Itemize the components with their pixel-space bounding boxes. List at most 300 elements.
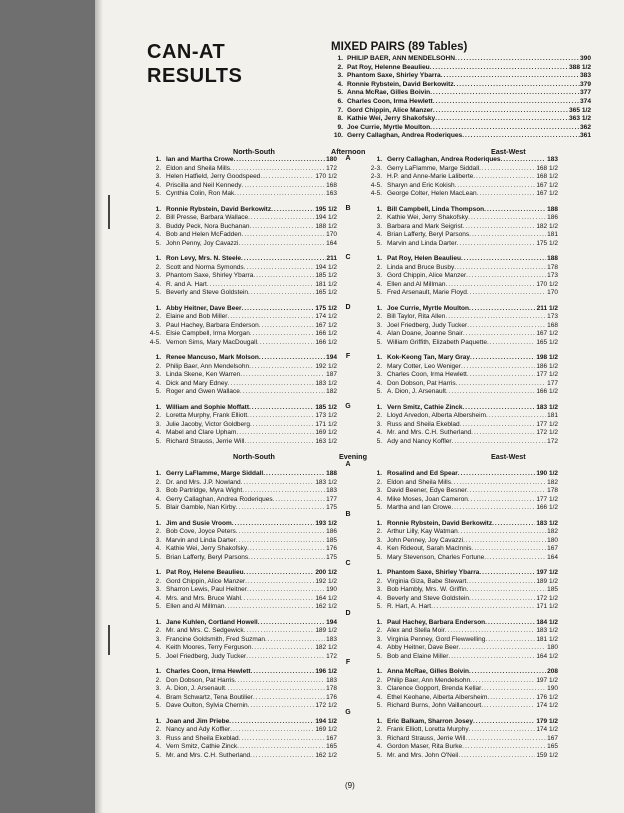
- pair-names: H.P. and Anne-Marie Laliberte: [387, 173, 474, 180]
- dot-leader: [470, 677, 535, 686]
- rank-label: 1.: [376, 668, 382, 675]
- result-row: [368, 554, 558, 563]
- section-letter: B: [345, 204, 351, 212]
- result-row: [368, 388, 558, 397]
- pair-names: Ronnie Rybstein, David Berkowitz: [347, 80, 454, 88]
- score-value: 162 1/2: [315, 751, 337, 759]
- rank-label: 2.: [155, 478, 161, 486]
- score-value: 181: [547, 412, 558, 419]
- pair-names: Buddy Peck, Nora Buchanan: [166, 222, 250, 230]
- dot-leader: [463, 223, 536, 232]
- result-row: [147, 438, 337, 447]
- dot-leader: [471, 429, 535, 438]
- result-row: [147, 520, 337, 529]
- mixed-pairs-row: [331, 124, 591, 133]
- result-row: [147, 429, 337, 438]
- result-row: [368, 255, 558, 264]
- dot-leader: [236, 504, 325, 513]
- pair-names: Rosalind and Ed Spear: [387, 470, 458, 477]
- result-row: [368, 487, 558, 496]
- dot-leader: [455, 55, 580, 64]
- rank-label: 3.: [376, 685, 382, 692]
- score-value: 361: [579, 132, 591, 140]
- dot-leader: [239, 240, 326, 249]
- result-row: [147, 371, 337, 380]
- rank-label: 3.: [155, 536, 161, 544]
- rank-label: 3.: [376, 321, 382, 329]
- section-group: [147, 569, 337, 612]
- score-value: 173: [547, 272, 558, 279]
- dot-leader: [441, 72, 580, 81]
- rank-label: 4.: [376, 693, 382, 701]
- dot-leader: [463, 330, 535, 339]
- rank-label: 2.: [155, 412, 161, 419]
- section-group: [368, 404, 558, 447]
- pair-names: Joel Friedberg, Judy Tucker: [387, 321, 468, 329]
- dot-leader: [273, 496, 326, 505]
- pair-names: Ethel Keohane, Alberta Albersheim: [387, 693, 488, 701]
- rank-label: 3.: [155, 173, 161, 180]
- result-row: [368, 569, 558, 578]
- rank-label: 2.: [376, 627, 382, 634]
- section-group: [368, 156, 558, 199]
- pair-names: Vernon Sims, Mary MacDougall: [166, 338, 258, 346]
- pair-names: Russ and Sheila Ekeblad: [166, 734, 239, 742]
- result-row: [147, 479, 337, 488]
- rank-label: 1.: [376, 156, 382, 163]
- result-row: [368, 619, 558, 628]
- result-row: [147, 619, 337, 628]
- dot-leader: [473, 173, 535, 182]
- score-value: 200 1/2: [315, 569, 337, 576]
- section-group: [147, 404, 337, 447]
- dot-leader: [445, 627, 536, 636]
- rank-label: 3.: [155, 420, 161, 428]
- result-row: [368, 694, 558, 703]
- dot-leader: [484, 206, 546, 215]
- rank-label: 2.: [376, 362, 382, 370]
- dot-leader: [468, 214, 546, 223]
- rank-label: 4.: [376, 330, 382, 337]
- page-title: [147, 40, 242, 88]
- rank-label: 2.: [155, 164, 161, 172]
- score-value: 167 1/2: [536, 190, 558, 197]
- rank-label: 5.: [376, 437, 382, 445]
- mixed-pairs-row: [331, 132, 591, 141]
- pair-names: Gord Chippin, Alice Manzer: [347, 106, 433, 114]
- result-row: [147, 264, 337, 273]
- score-value: 170 1/2: [315, 173, 337, 180]
- result-row: [368, 354, 558, 363]
- pair-names: Linda and Bruce Busby: [387, 263, 455, 271]
- score-value: 183: [547, 156, 558, 163]
- pair-names: Mrs. and Mrs. Bruce Wahl: [166, 594, 241, 602]
- result-row: [147, 569, 337, 578]
- pair-names: William Griffith, Elizabeth Paquette: [387, 338, 487, 346]
- rank-label: 4.: [376, 495, 382, 503]
- pair-names: Dave Oulton, Sylvia Chernin: [166, 702, 248, 709]
- dot-leader: [466, 578, 535, 587]
- rank-label: 4.: [376, 594, 382, 602]
- rank-label: 4-5.: [149, 338, 161, 346]
- evening-ns-header: North-South: [233, 452, 275, 461]
- dot-leader: [250, 421, 314, 430]
- score-value: 164 1/2: [315, 594, 337, 602]
- result-row: [368, 231, 558, 240]
- score-value: 189 1/2: [315, 627, 337, 634]
- rank-label: 3.: [376, 371, 382, 378]
- dot-leader: [467, 586, 547, 595]
- pair-names: John Penney, Joy Cavazzi: [387, 536, 464, 544]
- result-row: [147, 206, 337, 215]
- pair-names: Kathie Wei, Jerry Shakofsky: [347, 115, 436, 123]
- pair-names: Paul Hachey, Barbara Enderson: [166, 321, 259, 329]
- mixed-pairs-row: [331, 98, 591, 107]
- pair-names: A. Dion, J. Arsenault: [166, 685, 225, 692]
- evening-ew-header: East-West: [491, 452, 526, 461]
- dot-leader: [485, 636, 535, 645]
- dot-leader: [244, 569, 315, 578]
- dot-leader: [247, 545, 325, 554]
- dot-leader: [435, 115, 569, 124]
- result-row: [368, 470, 558, 479]
- result-row: [368, 363, 558, 372]
- rank-label: 5.: [155, 702, 161, 709]
- mixed-pairs-row: [331, 64, 591, 73]
- result-row: [147, 388, 337, 397]
- score-value: 187: [326, 371, 337, 378]
- section-letter: B: [345, 510, 351, 518]
- rank-label: 5.: [155, 190, 161, 197]
- evening-north-south-column: [147, 470, 337, 767]
- evening-session-header: Evening: [339, 452, 367, 461]
- result-row: [147, 487, 337, 496]
- rank-label: 1.: [337, 55, 343, 62]
- pair-names: Kok-Keong Tan, Mary Gray: [387, 354, 470, 361]
- rank-label: 4.: [155, 379, 161, 387]
- score-value: 194 1/2: [315, 214, 337, 221]
- rank-label: 5.: [376, 553, 382, 561]
- result-row: [368, 339, 558, 348]
- dot-leader: [469, 668, 546, 677]
- dot-leader: [230, 165, 325, 174]
- pair-names: Fred Arsenault, Marie Floyd: [387, 289, 467, 296]
- rank-label: 5.: [376, 289, 382, 296]
- result-row: [147, 603, 337, 612]
- result-row: [368, 528, 558, 537]
- pair-names: William and Sophie Moffatt: [166, 403, 249, 411]
- result-row: [368, 653, 558, 662]
- score-value: 168: [326, 181, 337, 189]
- pair-names: Gerry Callaghan, Andrea Roderiques: [347, 132, 463, 140]
- rank-label: 4.: [155, 231, 161, 238]
- dot-leader: [461, 363, 535, 372]
- dot-leader: [477, 190, 536, 199]
- rank-label: 3.: [155, 586, 161, 593]
- pair-names: Ron Levy, Mrs. N. Steele: [166, 255, 242, 262]
- dot-leader: [235, 677, 326, 686]
- dot-leader: [251, 668, 315, 677]
- pair-names: Phantom Saxe, Shirley Ybarra: [166, 272, 254, 279]
- score-value: 182 1/2: [315, 644, 337, 651]
- rank-label: 5.: [155, 553, 161, 561]
- pair-names: Charles Coon, Irma Hewlett: [347, 97, 433, 105]
- result-row: [147, 528, 337, 537]
- mixed-pairs-row: [331, 89, 591, 98]
- result-row: [368, 190, 558, 199]
- pair-names: Vern Smitz, Cathie Zinck: [387, 403, 463, 411]
- rank-label: 1.: [155, 470, 161, 477]
- rank-label: 1.: [155, 519, 161, 527]
- section-group: [147, 668, 337, 711]
- rank-label: 2.: [155, 726, 161, 733]
- pair-names: George Colter, Helen MacLean: [387, 190, 477, 197]
- score-value: 362: [579, 123, 591, 131]
- result-row: [368, 305, 558, 314]
- pair-names: Gordon Maser, Rita Burke: [387, 743, 463, 750]
- pair-names: Ellen and Al Millman: [387, 280, 446, 288]
- score-value: 179 1/2: [536, 717, 558, 725]
- rank-label: 4.: [155, 644, 161, 651]
- dot-leader: [253, 694, 325, 703]
- pair-names: Bram Schwartz, Tena Boutilier: [166, 693, 253, 701]
- section-letter: F: [345, 659, 351, 666]
- dot-leader: [469, 595, 535, 604]
- pair-names: A. Dion, J. Arsenault: [387, 388, 446, 395]
- result-row: [368, 520, 558, 529]
- result-row: [147, 554, 337, 563]
- rank-label: 5.: [337, 89, 343, 97]
- score-value: 169 1/2: [315, 726, 337, 733]
- score-value: 164 1/2: [536, 652, 558, 660]
- section-letter: G: [345, 708, 351, 716]
- section-group: [147, 305, 337, 348]
- section-group: [368, 255, 558, 298]
- rank-label: 3.: [376, 536, 382, 544]
- rank-label: 2.: [376, 726, 382, 733]
- dot-leader: [485, 619, 535, 628]
- pair-names: Keith Moores, Terry Ferguson: [166, 644, 252, 651]
- result-row: [368, 322, 558, 331]
- dot-leader: [459, 644, 547, 653]
- score-value: 183 1/2: [315, 379, 337, 387]
- result-row: [147, 702, 337, 711]
- pair-names: Bob Hambly, Mrs. W. Griffin: [387, 586, 467, 593]
- dot-leader: [244, 264, 315, 273]
- rank-label: 1.: [155, 205, 161, 213]
- afternoon-east-west-column: [368, 156, 558, 453]
- pair-names: Mr. and Mrs. C.H. Sutherland: [166, 751, 251, 759]
- dot-leader: [248, 214, 314, 223]
- result-row: [147, 156, 337, 165]
- result-row: [368, 627, 558, 636]
- pair-names: Mary Cotter, Leo Weniger: [387, 362, 461, 370]
- score-value: 168: [547, 321, 558, 329]
- dot-leader: [257, 339, 314, 348]
- rank-label: 4.: [155, 594, 161, 602]
- pair-names: Richard Strauss, Jerrie Will: [387, 734, 466, 742]
- result-row: [368, 371, 558, 380]
- pair-names: Bill Taylor, Rita Allen: [387, 313, 446, 320]
- pair-names: Ian and Martha Crowe: [166, 156, 234, 163]
- score-value: 172: [326, 652, 337, 660]
- rank-label: 4.: [376, 280, 382, 288]
- dot-leader: [452, 438, 547, 447]
- result-row: [147, 165, 337, 174]
- score-value: 174 1/2: [536, 726, 558, 733]
- rank-label: 1.: [155, 156, 161, 163]
- score-value: 170: [326, 231, 337, 238]
- rank-label: 2.: [155, 676, 161, 684]
- section-group: [147, 156, 337, 199]
- pair-names: Mr. and Mrs. C.H. Sutherland: [387, 429, 472, 436]
- dot-leader: [259, 322, 315, 331]
- dot-leader: [465, 735, 546, 744]
- score-value: 166 1/2: [315, 330, 337, 337]
- mixed-pairs-section: [331, 41, 591, 141]
- result-row: [368, 281, 558, 290]
- result-row: [147, 380, 337, 389]
- dot-leader: [458, 470, 536, 479]
- score-value: 176: [326, 693, 337, 701]
- pair-names: Linda Skene, Ken Warren: [166, 371, 241, 378]
- score-value: 171 1/2: [536, 603, 558, 610]
- score-value: 185: [547, 586, 558, 593]
- rank-label: 9.: [337, 123, 343, 131]
- score-value: 172: [547, 437, 558, 445]
- score-value: 197 1/2: [536, 569, 558, 576]
- pair-names: Richard Burns, John Vaillancourt: [387, 702, 482, 709]
- section-group: [147, 619, 337, 662]
- rank-label: 1.: [376, 403, 382, 411]
- result-row: [368, 726, 558, 735]
- result-row: [147, 504, 337, 513]
- score-value: 193 1/2: [315, 519, 337, 527]
- dot-leader: [487, 694, 535, 703]
- pair-names: Cynthia Colin, Ron Mak: [166, 190, 235, 197]
- rank-label: 2.: [376, 528, 382, 535]
- score-value: 197 1/2: [536, 676, 558, 684]
- score-value: 183: [326, 487, 337, 494]
- pair-names: Eldon and Sheila Mills: [387, 478, 451, 486]
- rank-label: 3.: [155, 321, 161, 329]
- pair-names: PHILIP BAER, ANN MENDELSOHN: [347, 55, 456, 62]
- score-value: 185 1/2: [315, 272, 337, 279]
- dot-leader: [445, 313, 546, 322]
- result-row: [147, 726, 337, 735]
- dot-leader: [430, 89, 580, 98]
- rank-label: 4.: [376, 231, 382, 238]
- pair-names: Don Dobson, Pat Harris: [166, 676, 235, 684]
- result-row: [368, 685, 558, 694]
- rank-label: 10.: [333, 132, 343, 140]
- mixed-pairs-row: [331, 55, 591, 64]
- section-group: [368, 668, 558, 711]
- rank-label: 1.: [155, 304, 161, 312]
- rank-label: 2.: [155, 313, 161, 320]
- score-value: 175: [326, 504, 337, 511]
- result-row: [368, 264, 558, 273]
- pair-names: Gerry LaFlamme, Marge Siddall: [387, 164, 480, 172]
- pair-names: Gerry LaFlamme, Marge Siddall: [166, 470, 264, 477]
- pair-names: Roger and Gwen Wallace: [166, 388, 240, 395]
- rank-label: 3.: [376, 222, 382, 230]
- result-row: [368, 206, 558, 215]
- score-value: 169 1/2: [315, 429, 337, 436]
- rank-label: 5.: [155, 239, 161, 247]
- pair-names: Joe Currie, Myrtle Moulton: [387, 304, 469, 312]
- score-value: 173: [547, 313, 558, 320]
- result-row: [368, 429, 558, 438]
- pair-names: Joe Currie, Myrtle Moulton: [347, 123, 431, 131]
- score-value: 163: [326, 190, 337, 197]
- rank-label: 2.: [376, 478, 382, 486]
- score-value: 177 1/2: [536, 495, 558, 503]
- pair-names: Bob and Elaine Miller: [387, 652, 449, 660]
- rank-label: 4.: [155, 495, 161, 503]
- section-group: [368, 354, 558, 397]
- dot-leader: [469, 726, 536, 735]
- rank-label: 2.: [155, 263, 161, 271]
- score-value: 383: [579, 72, 591, 80]
- rank-label: 3.: [155, 222, 161, 230]
- result-row: [147, 677, 337, 686]
- score-value: 208: [547, 668, 558, 675]
- score-value: 178: [547, 263, 558, 271]
- pair-names: Pat Roy, Helene Beaulieu: [166, 569, 244, 576]
- pair-names: Nancy and Ady Koffler: [166, 726, 231, 733]
- pair-names: Joan and Jim Priebe: [166, 717, 230, 725]
- dot-leader: [271, 206, 314, 215]
- rank-label: 5.: [376, 504, 382, 511]
- afternoon-north-south-column: [147, 156, 337, 453]
- pair-names: Philip Baer, Ann Mendelsohn: [166, 362, 250, 370]
- dot-leader: [240, 371, 325, 380]
- score-value: 177 1/2: [536, 371, 558, 378]
- score-value: 183: [326, 676, 337, 684]
- result-row: [368, 223, 558, 232]
- score-value: 165 1/2: [315, 289, 337, 296]
- dot-leader: [227, 313, 314, 322]
- dot-leader: [451, 504, 535, 513]
- pair-names: Ronnie Rybstein, David Berkowitz: [387, 519, 493, 527]
- score-value: 390: [579, 55, 591, 62]
- score-value: 164: [326, 239, 337, 247]
- result-row: [147, 752, 337, 761]
- score-value: 166 1/2: [536, 504, 558, 511]
- result-row: [368, 380, 558, 389]
- result-row: [368, 438, 558, 447]
- page-spine: [95, 0, 103, 813]
- rank-label: 2.: [376, 412, 382, 419]
- dot-leader: [469, 305, 536, 314]
- score-value: 189 1/2: [536, 577, 558, 585]
- pair-names: Jane Kuhlen, Cortland Howell: [166, 618, 258, 626]
- rank-label: 5.: [376, 652, 382, 660]
- result-row: [147, 545, 337, 554]
- dot-leader: [461, 255, 546, 264]
- result-row: [147, 627, 337, 636]
- pair-names: Bob Partridge, Myra Wight: [166, 487, 243, 494]
- dot-leader: [230, 726, 314, 735]
- dot-leader: [228, 380, 315, 389]
- rank-label: 4-5.: [370, 190, 382, 197]
- pair-names: Philip Baer, Ann Mendelsohn: [387, 676, 471, 684]
- pair-names: R. Hart, A. Hart: [387, 603, 432, 610]
- rank-label: 2.: [155, 627, 161, 634]
- score-value: 176: [326, 545, 337, 552]
- pair-names: Francine Goldsmith, Fred Suzman: [166, 635, 265, 643]
